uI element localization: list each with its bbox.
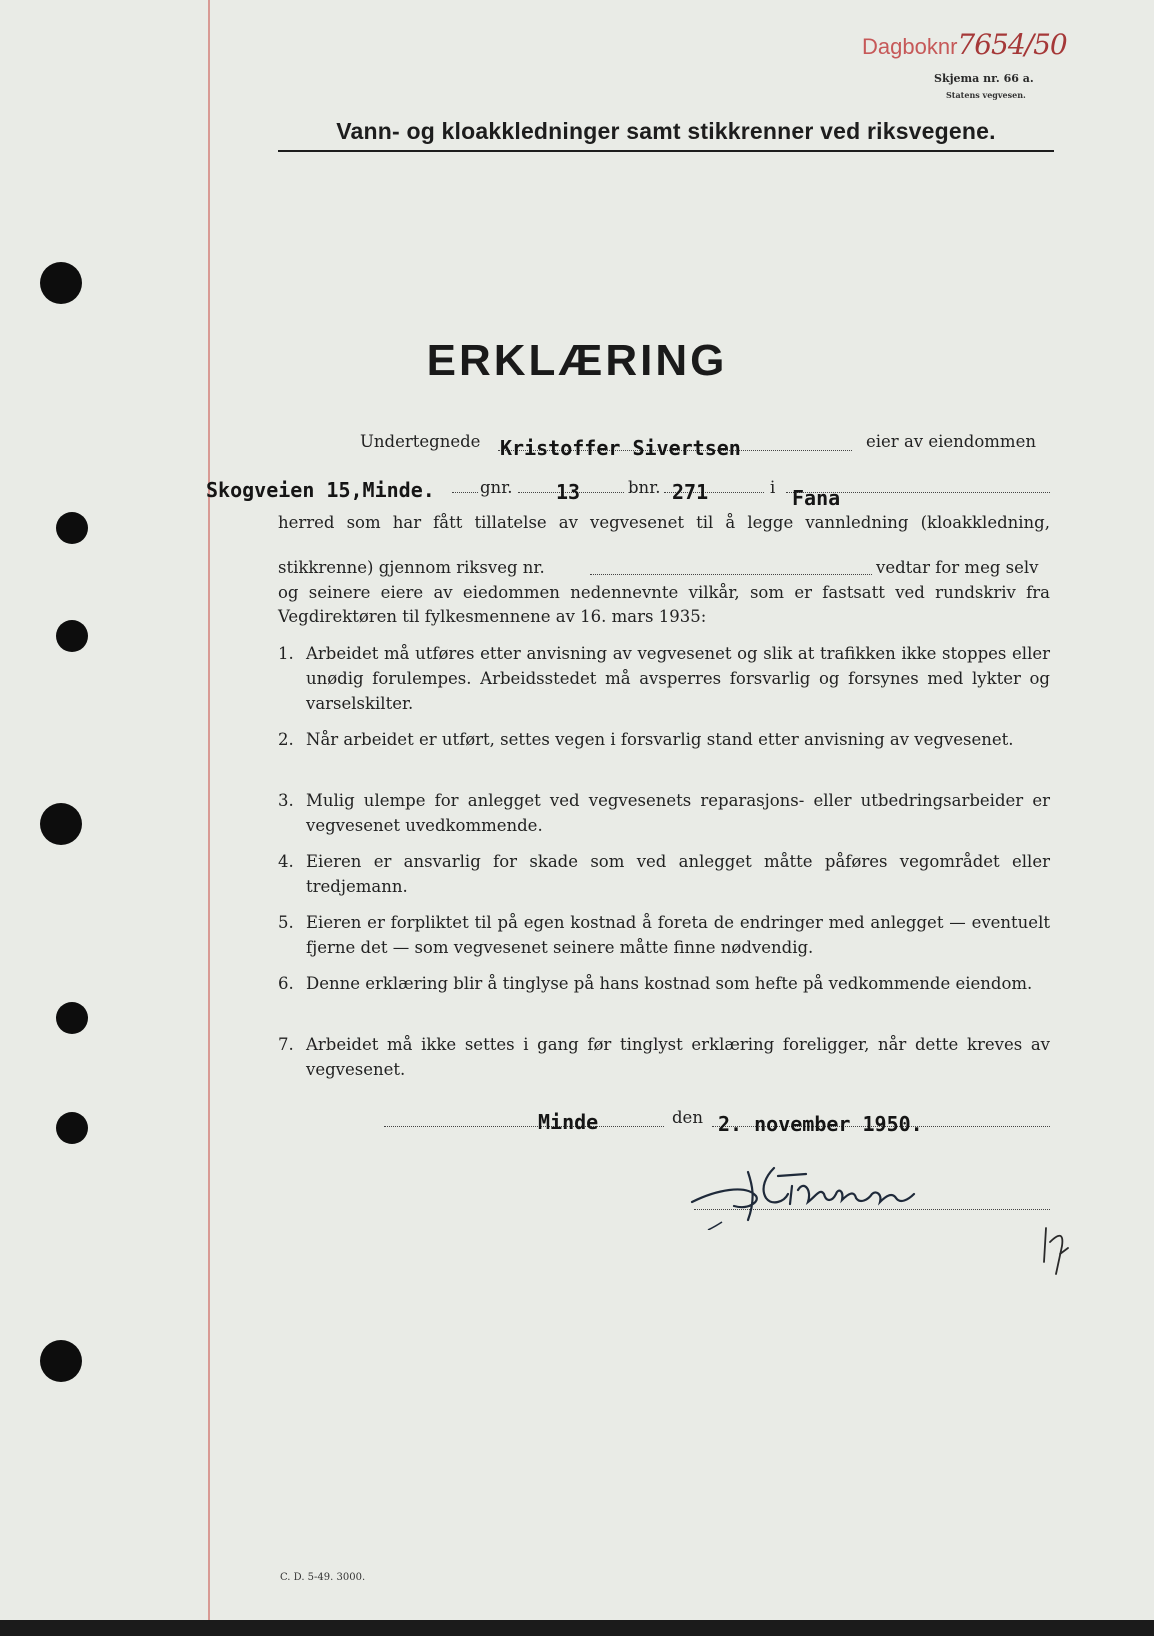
condition-number: 2. (278, 730, 294, 749)
journal-number: 7654/50 (957, 28, 1067, 61)
condition-text: Når arbeidet er utført, settes vegen i forsvarlig stand etter anvisning av vegvesenet. (306, 730, 1014, 749)
condition-text: Mulig ulempe for anlegget ved vegvesenets reparasjons- eller utbedringsarbeider er vegvesenet uvedkommende. (306, 791, 1050, 835)
journal-stamp (862, 28, 1067, 61)
bnr-value: 271 (672, 480, 709, 504)
condition-text: Eieren er forpliktet til på egen kostnad å foreta de endringer med anlegget — eventuelt fjerne det — som vegvesenet seinere måtte finne nødvendig. (306, 913, 1050, 957)
owner-suffix: eier av eiendommen (866, 432, 1036, 451)
den-label: den (672, 1108, 703, 1127)
punch-hole (56, 1002, 88, 1034)
punch-hole (40, 803, 82, 845)
declaration-line: herred som har fått tillatelse av vegvesenet til å legge vannledning (kloakkledning, (278, 513, 1050, 532)
form-issuer: Statens vegvesen. (946, 90, 1026, 100)
punch-hole (56, 1112, 88, 1144)
condition-text: Arbeidet må ikke settes i gang før tinglyst erklæring foreligger, når dette kreves av vegvesenet. (306, 1035, 1050, 1079)
condition-number: 3. (278, 791, 294, 810)
condition-text: Eieren er ansvarlig for skade som ved anlegget måtte påføres vegområdet eller tredjemann. (306, 852, 1050, 896)
condition-number: 7. (278, 1035, 294, 1054)
condition-number: 4. (278, 852, 294, 871)
declaration-line: vedtar for meg selv (876, 558, 1039, 577)
gnr-value: 13 (556, 480, 581, 504)
condition-item (278, 641, 1050, 716)
punch-hole (56, 512, 88, 544)
property-address: Skogveien 15,Minde. (206, 478, 435, 502)
road-number-label: stikkrenne) gjennom riksveg nr. (278, 558, 545, 577)
condition-item (278, 788, 1050, 838)
undersigned-label: Undertegnede (360, 432, 481, 451)
form-number: Skjema nr. 66 a. (934, 72, 1034, 85)
condition-item (278, 910, 1050, 960)
print-code: C. D. 5-49. 3000. (280, 1572, 366, 1583)
document-header: Vann- og kloakkledninger samt stikkrenner ved riksvegene. (278, 118, 1054, 152)
declaration-line: Vegdirektøren til fylkesmennene av 16. mars 1935: (278, 607, 707, 626)
condition-item (278, 971, 1050, 996)
bnr-label: bnr. (628, 478, 661, 497)
journal-stamp-prefix: Dagboknr (862, 34, 958, 59)
condition-number: 6. (278, 974, 294, 993)
declaration-line: og seinere eiere av eiedommen nedennevnte vilkår, som er fastsatt ved rundskriv fra (278, 583, 1050, 602)
condition-number: 5. (278, 913, 294, 932)
condition-item (278, 849, 1050, 899)
condition-text: Arbeidet må utføres etter anvisning av vegvesenet og slik at trafikken ikke stoppes eller unødig forulempes. Arbeidsstedet må avsperres forsvarlig og forsynes med lykter og varselskilter. (306, 644, 1050, 713)
condition-number: 1. (278, 644, 294, 663)
punch-hole (40, 262, 82, 304)
signing-date: 2. november 1950. (718, 1112, 923, 1136)
in-label: i (770, 478, 776, 497)
handwritten-signature (686, 1150, 956, 1230)
punch-hole (56, 620, 88, 652)
condition-item (278, 1032, 1050, 1082)
initials-mark (1036, 1222, 1076, 1280)
condition-item (278, 727, 1050, 752)
document-title: ERKLÆRING (426, 336, 728, 385)
place-line (384, 1126, 664, 1127)
punch-hole (40, 1340, 82, 1382)
fill-line (452, 492, 478, 493)
road-number-line (590, 574, 872, 575)
municipality: Fana (792, 486, 841, 510)
condition-text: Denne erklæring blir å tinglyse på hans kostnad som hefte på vedkommende eiendom. (306, 974, 1033, 993)
gnr-label: gnr. (480, 478, 513, 497)
signing-place: Minde (538, 1110, 599, 1134)
margin-rule (208, 0, 210, 1620)
owner-name: Kristoffer Sivertsen (500, 436, 741, 460)
